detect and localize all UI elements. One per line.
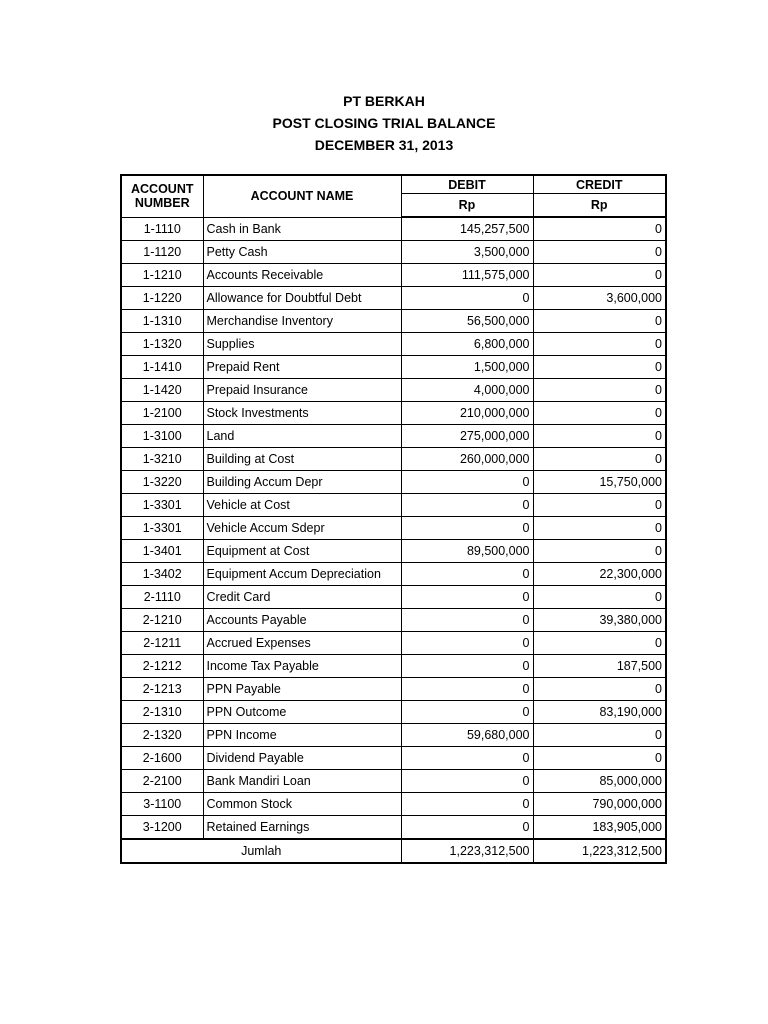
table-row [121, 402, 666, 425]
account-number: 1-1410 [121, 356, 203, 379]
account-name: Equipment at Cost [203, 540, 401, 563]
total-debit: 1,223,312,500 [401, 839, 533, 863]
credit-amount: 0 [533, 425, 666, 448]
account-number: 3-1100 [121, 793, 203, 816]
credit-amount: 0 [533, 448, 666, 471]
debit-amount: 0 [401, 632, 533, 655]
total-credit: 1,223,312,500 [533, 839, 666, 863]
account-name: Prepaid Rent [203, 356, 401, 379]
debit-amount: 0 [401, 609, 533, 632]
credit-amount: 0 [533, 724, 666, 747]
debit-amount: 6,800,000 [401, 333, 533, 356]
debit-currency: Rp [401, 194, 533, 218]
account-name: Dividend Payable [203, 747, 401, 770]
table-row [121, 701, 666, 724]
account-number: 2-1212 [121, 655, 203, 678]
table-row [121, 724, 666, 747]
account-number: 1-1420 [121, 379, 203, 402]
account-name: Cash in Bank [203, 217, 401, 241]
credit-amount: 0 [533, 241, 666, 264]
account-name: Income Tax Payable [203, 655, 401, 678]
credit-currency: Rp [533, 194, 666, 218]
table-row [121, 241, 666, 264]
account-number: 2-1213 [121, 678, 203, 701]
table-row [121, 379, 666, 402]
credit-amount: 0 [533, 402, 666, 425]
debit-amount: 0 [401, 517, 533, 540]
debit-amount: 3,500,000 [401, 241, 533, 264]
table-row [121, 655, 666, 678]
account-name: Accounts Receivable [203, 264, 401, 287]
account-name: Petty Cash [203, 241, 401, 264]
account-number: 1-3402 [121, 563, 203, 586]
account-name: Supplies [203, 333, 401, 356]
table-row [121, 609, 666, 632]
credit-amount: 39,380,000 [533, 609, 666, 632]
account-name: Vehicle Accum Sdepr [203, 517, 401, 540]
credit-amount: 83,190,000 [533, 701, 666, 724]
table-row [121, 678, 666, 701]
debit-amount: 0 [401, 494, 533, 517]
account-name: Common Stock [203, 793, 401, 816]
debit-amount: 0 [401, 471, 533, 494]
company-name: PT BERKAH [343, 93, 425, 109]
account-number-header-line1: ACCOUNT [131, 182, 194, 197]
debit-amount: 111,575,000 [401, 264, 533, 287]
credit-amount: 0 [533, 494, 666, 517]
table-row [121, 356, 666, 379]
account-number: 1-3210 [121, 448, 203, 471]
table-row [121, 586, 666, 609]
debit-amount: 1,500,000 [401, 356, 533, 379]
account-number: 2-1310 [121, 701, 203, 724]
debit-amount: 56,500,000 [401, 310, 533, 333]
account-name: Stock Investments [203, 402, 401, 425]
account-number: 1-2100 [121, 402, 203, 425]
credit-amount: 15,750,000 [533, 471, 666, 494]
account-number: 2-1320 [121, 724, 203, 747]
credit-amount: 0 [533, 356, 666, 379]
credit-amount: 0 [533, 586, 666, 609]
account-name-header: ACCOUNT NAME [203, 175, 401, 217]
account-number: 1-1310 [121, 310, 203, 333]
trial-balance-table [120, 174, 667, 864]
debit-amount: 145,257,500 [401, 217, 533, 241]
account-number: 1-1210 [121, 264, 203, 287]
account-number: 1-3301 [121, 494, 203, 517]
credit-amount: 85,000,000 [533, 770, 666, 793]
account-name: PPN Outcome [203, 701, 401, 724]
account-number: 1-1220 [121, 287, 203, 310]
account-number: 2-1600 [121, 747, 203, 770]
table-row [121, 632, 666, 655]
account-name: PPN Income [203, 724, 401, 747]
credit-amount: 0 [533, 333, 666, 356]
debit-amount: 4,000,000 [401, 379, 533, 402]
credit-amount: 0 [533, 540, 666, 563]
table-row [121, 494, 666, 517]
credit-amount: 0 [533, 379, 666, 402]
debit-amount: 0 [401, 563, 533, 586]
table-row [121, 448, 666, 471]
credit-amount: 183,905,000 [533, 816, 666, 840]
account-name: Accrued Expenses [203, 632, 401, 655]
table-row [121, 517, 666, 540]
account-name: Vehicle at Cost [203, 494, 401, 517]
credit-amount: 0 [533, 264, 666, 287]
table-row [121, 816, 666, 840]
account-name: Merchandise Inventory [203, 310, 401, 333]
account-number: 1-3401 [121, 540, 203, 563]
table-row [121, 540, 666, 563]
credit-amount: 3,600,000 [533, 287, 666, 310]
account-name: Building Accum Depr [203, 471, 401, 494]
credit-amount: 790,000,000 [533, 793, 666, 816]
table-row [121, 471, 666, 494]
table-row [121, 310, 666, 333]
account-number: 1-1110 [121, 217, 203, 241]
account-number: 1-1320 [121, 333, 203, 356]
table-row [121, 747, 666, 770]
debit-amount: 0 [401, 701, 533, 724]
account-number: 2-1110 [121, 586, 203, 609]
credit-amount: 0 [533, 632, 666, 655]
total-row [121, 839, 666, 863]
debit-amount: 0 [401, 287, 533, 310]
account-number-header-line2: NUMBER [134, 196, 190, 211]
report-date: DECEMBER 31, 2013 [314, 137, 454, 153]
account-name: Retained Earnings [203, 816, 401, 840]
debit-amount: 59,680,000 [401, 724, 533, 747]
credit-amount: 0 [533, 678, 666, 701]
debit-amount: 0 [401, 747, 533, 770]
credit-amount: 187,500 [533, 655, 666, 678]
account-number: 2-2100 [121, 770, 203, 793]
table-body [121, 217, 666, 839]
account-number: 3-1200 [121, 816, 203, 840]
table-row [121, 287, 666, 310]
debit-amount: 89,500,000 [401, 540, 533, 563]
table-row [121, 333, 666, 356]
account-name: Allowance for Doubtful Debt [203, 287, 401, 310]
debit-amount: 210,000,000 [401, 402, 533, 425]
credit-amount: 0 [533, 310, 666, 333]
debit-amount: 0 [401, 655, 533, 678]
account-name: Land [203, 425, 401, 448]
account-name: Credit Card [203, 586, 401, 609]
table-header [121, 175, 666, 217]
debit-header: DEBIT [401, 175, 533, 194]
account-name: PPN Payable [203, 678, 401, 701]
table-row [121, 793, 666, 816]
report-title: POST CLOSING TRIAL BALANCE [272, 115, 496, 131]
credit-header: CREDIT [533, 175, 666, 194]
debit-amount: 275,000,000 [401, 425, 533, 448]
table-row [121, 264, 666, 287]
account-name: Accounts Payable [203, 609, 401, 632]
debit-amount: 260,000,000 [401, 448, 533, 471]
debit-amount: 0 [401, 793, 533, 816]
credit-amount: 0 [533, 747, 666, 770]
account-name: Bank Mandiri Loan [203, 770, 401, 793]
table-row [121, 563, 666, 586]
debit-amount: 0 [401, 770, 533, 793]
account-number: 2-1210 [121, 609, 203, 632]
credit-amount: 22,300,000 [533, 563, 666, 586]
table-row [121, 770, 666, 793]
debit-amount: 0 [401, 816, 533, 840]
account-number: 1-3220 [121, 471, 203, 494]
account-number: 1-3301 [121, 517, 203, 540]
debit-amount: 0 [401, 678, 533, 701]
account-name: Equipment Accum Depreciation [203, 563, 401, 586]
account-name: Building at Cost [203, 448, 401, 471]
account-number: 1-1120 [121, 241, 203, 264]
credit-amount: 0 [533, 217, 666, 241]
total-label: Jumlah [121, 839, 401, 863]
credit-amount: 0 [533, 517, 666, 540]
debit-amount: 0 [401, 586, 533, 609]
account-number: 1-3100 [121, 425, 203, 448]
table-row [121, 217, 666, 241]
account-name: Prepaid Insurance [203, 379, 401, 402]
table-row [121, 425, 666, 448]
account-number: 2-1211 [121, 632, 203, 655]
account-number-header [121, 175, 203, 217]
